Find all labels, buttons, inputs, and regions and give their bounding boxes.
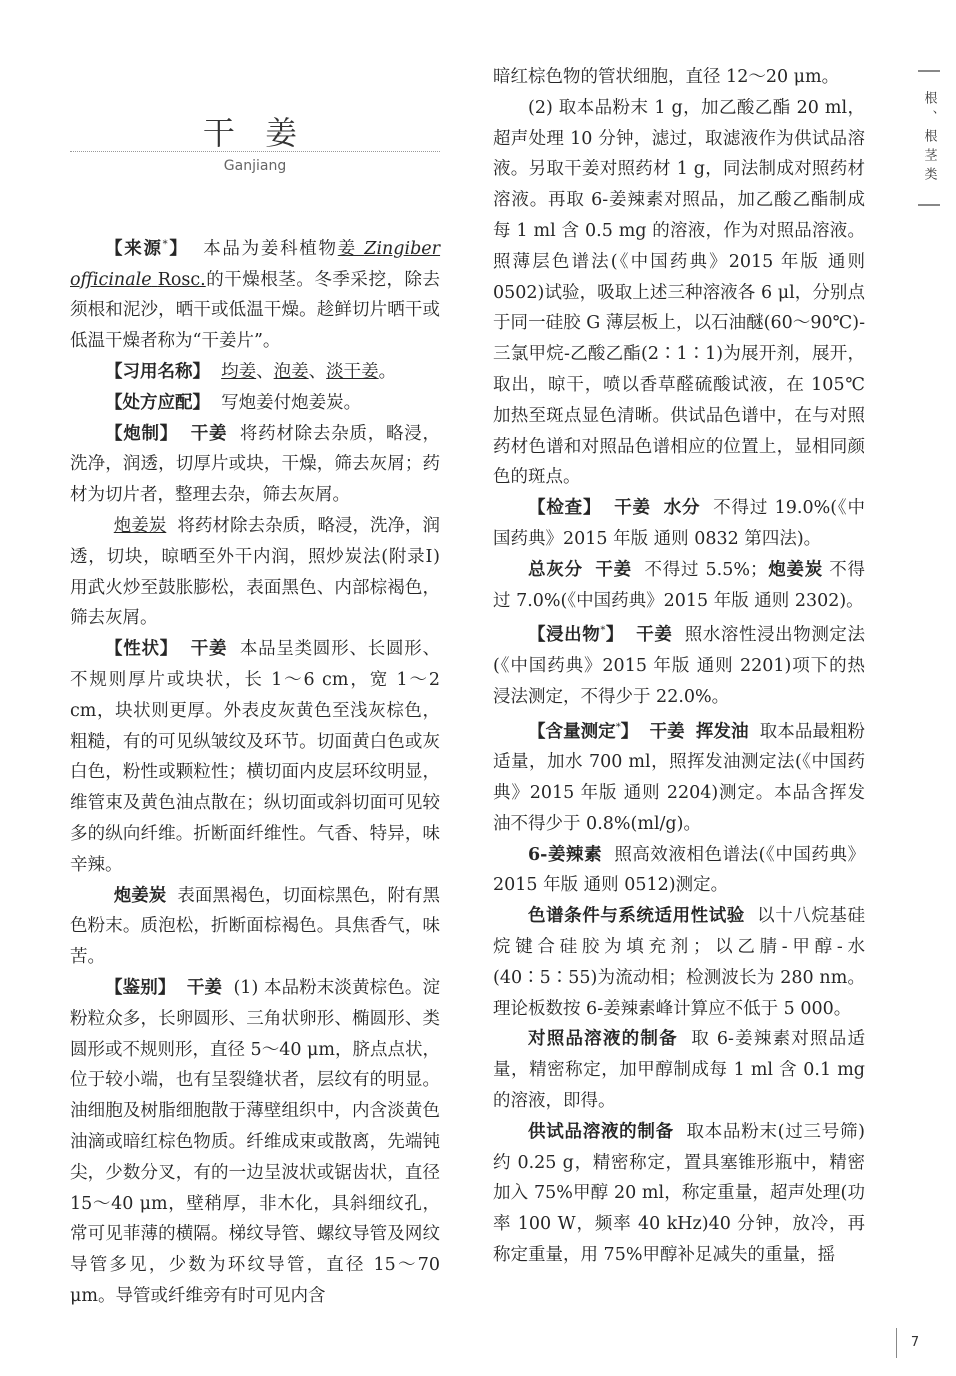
test-solution xyxy=(493,1117,865,1271)
processing-charred-text: 将药材除去杂质，略浸，洗净，润透，切块，晾晒至外干内润，照炒炭法(附录Ⅰ)用武火炒至鼓胀膨松，表面黑色、内部棕褐色，筛去灰屑。 xyxy=(70,516,441,629)
source-latin-name: Zingiber officinale xyxy=(70,238,441,290)
assay-gingerol xyxy=(493,840,865,902)
identification-herb: 干姜 xyxy=(186,977,223,998)
characteristics-charred-section xyxy=(70,881,440,973)
characteristics-label: 【性状】 xyxy=(105,639,179,660)
common-names-section xyxy=(70,357,440,388)
assay-mark: * xyxy=(615,721,621,733)
prescription-section xyxy=(70,388,440,419)
characteristics-section xyxy=(70,634,440,880)
source-text-2: 的干燥根茎。冬季采挖，除去须根和泥沙，晒干或低温干燥。趁鲜切片晒干或低温干燥者称为“干姜片”。 xyxy=(70,269,440,352)
processing-label: 【炮制】 xyxy=(105,423,179,444)
characteristics-charred-text: 表面黑褐色，切面棕黑色，附有黑色粉末。质泡松，折断面棕褐色。具焦香气，味苦。 xyxy=(70,885,441,968)
inspection-moisture-label: 水分 xyxy=(663,498,701,519)
processing-charred-section xyxy=(70,511,440,634)
common-name-3: 淡干姜 xyxy=(326,362,379,383)
extract-herb: 干姜 xyxy=(636,625,673,646)
identification-label: 【鉴别】 xyxy=(105,977,176,998)
processing-text: 将药材除去杂质，略浸，洗净，润透，切厚片或块，干燥，筛去灰屑；药材为切片者，整理去杂，筛去灰屑。 xyxy=(70,423,440,506)
section-tab xyxy=(918,70,940,206)
prescription-label: 【处方应配】 xyxy=(105,392,210,413)
assay-section xyxy=(493,713,865,840)
common-names-label: 【习用名称】 xyxy=(105,362,210,383)
inspection-label: 【检查】 xyxy=(528,498,602,519)
identification-text: (1) 本品粉末淡黄棕色。淀粉粒众多，长卵圆形、三角状卵形、椭圆形、类圆形或不规则形，直径 5～40 μm，脐点点状，位于较小端，也有呈裂缝状者，层纹有的明显。油细胞及树脂细胞散于薄壁组织中，内含淡黄色油滴或暗红棕色物质。纤维成束或散离，先端钝尖，少数分叉，有的一边呈波状或锯齿状，直径 15～40 μm，壁稍厚，非木化，具斜细纹孔，常可见菲薄的横隔。梯纹导管、螺纹导管及网纹导管多见，少数为环纹导管，直径 15～70 μm。导管或纤维旁有时可见内含 xyxy=(70,977,441,1306)
inspection-moisture-text: 不得过 19.0%(《中国药典》2015 年版 通则 0832 第四法)。 xyxy=(493,498,865,549)
page-pinyin: Ganjiang xyxy=(223,158,287,174)
assay-herb: 干姜 xyxy=(649,721,685,742)
page-number: 7 xyxy=(896,1328,933,1358)
extract-mark: * xyxy=(600,625,606,637)
inspection-herb: 干姜 xyxy=(614,498,651,519)
chromatography-conditions-text: 以十八烷基硅烷键合硅胶为填充剂；以乙腈-甲醇-水(40∶5∶55)为流动相；检测波长为 280 nm。理论板数按 6-姜辣素峰计算应不低于 5 000。 xyxy=(493,906,865,1019)
section-tab-label: 根、根茎类 xyxy=(921,90,937,186)
source-author: Rosc. xyxy=(157,269,206,290)
common-name-sep-1: 、 xyxy=(256,362,274,383)
extract-section xyxy=(493,616,865,712)
characteristics-herb: 干姜 xyxy=(190,639,228,660)
page-title: 干 姜 xyxy=(202,114,308,152)
reference-solution-text: 取 6-姜辣素对照品适量，精密称定，加甲醇制成每 1 ml 含 0.1 mg 的溶液，即得。 xyxy=(493,1029,865,1111)
inspection-section xyxy=(493,493,865,555)
identification-continued xyxy=(493,62,865,93)
common-name-2: 泡姜 xyxy=(273,362,309,383)
title-block xyxy=(70,62,440,230)
identification-section xyxy=(70,973,440,1312)
test-solution-label: 供试品溶液的制备 xyxy=(528,1121,674,1142)
source-mark: * xyxy=(162,239,168,250)
assay-oil-text: 取本品最粗粉适量，加水 700 ml，照挥发油测定法(《中国药典》2015 年版 通则 2204)测定。本品含挥发油不得少于 0.8%(ml/g)。 xyxy=(493,721,865,834)
source-label-close: 】 xyxy=(167,238,189,259)
source-plant-name: 姜 xyxy=(337,238,357,259)
source-text-1: 本品为姜科植物 xyxy=(203,238,338,259)
source-section xyxy=(70,230,440,357)
assay-label-close: 】 xyxy=(620,721,639,742)
inspection-ash-text-2: 不得过 7.0%(《中国药典》2015 年版 通则 2302)。 xyxy=(493,559,866,611)
right-column xyxy=(493,62,865,1271)
extract-text: 照水溶性浸出物测定法(《中国药典》2015 年版 通则 2201)项下的热浸法测定，不得少于 22.0%。 xyxy=(493,625,866,707)
identification-tlc-text: (2) 取本品粉末 1 g，加乙酸乙酯 20 ml，超声处理 10 分钟，滤过，取滤液作为供试品溶液。另取干姜对照药材 1 g，同法制成对照药材溶液。再取 6-姜辣素对照品，加乙酸乙酯制成每 1 ml 含 0.5 mg 的溶液，作为对照品溶液。照薄层色谱法(《中国药典》2015 年版 通则 0502)试验，吸取上述三种溶液各 6 μl，分别点于同一硅胶 G 薄层板上，以石油醚(60～90℃)-三氯甲烷-乙酸乙酯(2∶1∶1)为展开剂，展开，取出，晾干，喷以香草醛硫酸试液，在 105℃加热至斑点显色清晰。供试品色谱中，在与对照药材色谱和对照品色谱相应的位置上，显相同颜色的斑点。 xyxy=(493,97,865,488)
characteristics-text: 本品呈类圆形、长圆形、不规则厚片或块状，长 1～6 cm，宽 1～2 cm，块状则更厚。外表皮灰黄色至浅灰棕色，粗糙，有的可见纵皱纹及环节。切面黄白色或灰白色，粉性或颗粒性；横切面内皮层环纹明显，维管束及黄色油点散在；纵切面或斜切面可见较多的纵向纤维。折断面纤维性。气香、特异，味辛辣。 xyxy=(70,639,440,875)
assay-oil-label: 挥发油 xyxy=(695,721,749,742)
inspection-ash-label: 总灰分 xyxy=(528,559,583,580)
assay-gingerol-label: 6-姜辣素 xyxy=(528,844,603,865)
assay-gingerol-text: 照高效液相色谱法(《中国药典》2015 年版 通则 0512)测定。 xyxy=(493,844,865,896)
identification-continued-text: 暗红棕色物的管状细胞，直径 12～20 μm。 xyxy=(493,67,840,87)
reference-solution-label: 对照品溶液的制备 xyxy=(528,1029,678,1050)
processing-charred-herb: 炮姜炭 xyxy=(113,516,167,536)
common-name-1: 均姜 xyxy=(221,362,257,383)
chromatography-conditions-label: 色谱条件与系统适用性试验 xyxy=(528,906,745,927)
chromatography-conditions xyxy=(493,901,865,1024)
inspection-ash-text-1: 不得过 5.5%； xyxy=(644,559,768,580)
inspection-ash-herb-1: 干姜 xyxy=(595,559,632,580)
common-name-sep-2: 、 xyxy=(308,362,327,383)
extract-label-close: 】 xyxy=(605,625,624,646)
title-divider xyxy=(70,151,440,152)
source-label: 【来源 xyxy=(105,238,163,259)
identification-tlc xyxy=(493,93,865,493)
inspection-ash xyxy=(493,555,865,617)
prescription-text: 写炮姜付炮姜炭。 xyxy=(221,392,362,413)
assay-label: 【含量测定 xyxy=(528,721,616,742)
left-column xyxy=(70,62,440,1312)
processing-herb: 干姜 xyxy=(190,423,228,444)
processing-section xyxy=(70,419,440,511)
inspection-ash-herb-2: 炮姜炭 xyxy=(767,559,823,580)
common-names-end: 。 xyxy=(378,362,397,383)
test-solution-text: 取本品粉末(过三号筛)约 0.25 g，精密称定，置具塞锥形瓶中，精密加入 75%甲醇 20 ml，称定重量，超声处理(功率 100 W，频率 40 kHz)40 分钟，放冷，再称定重量，用 75%甲醇补足减失的重量，摇 xyxy=(493,1121,866,1265)
extract-label: 【浸出物 xyxy=(528,625,601,646)
reference-solution xyxy=(493,1024,865,1116)
characteristics-charred-herb: 炮姜炭 xyxy=(113,885,167,906)
